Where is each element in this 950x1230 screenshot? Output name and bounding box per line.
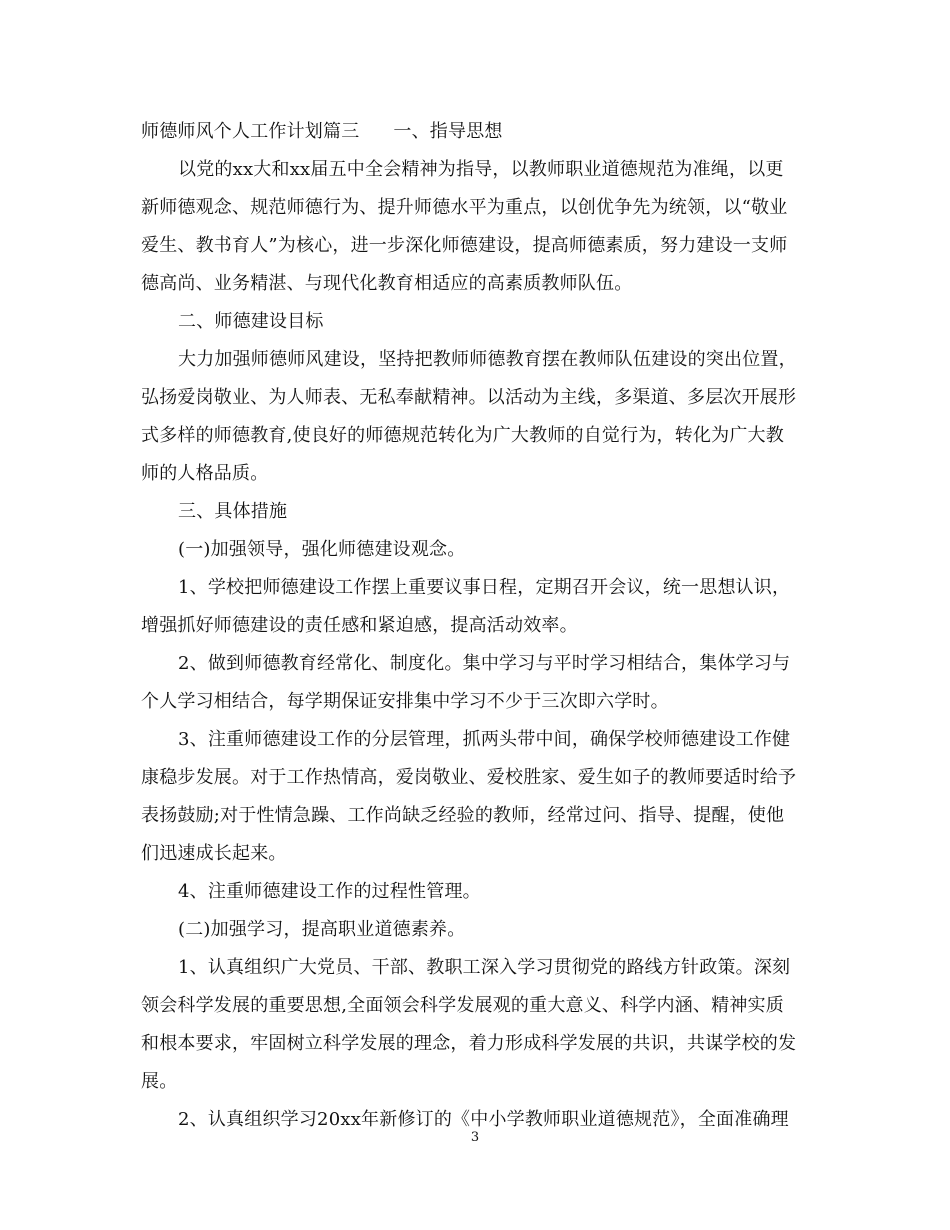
paragraph-line: 德高尚、业务精湛、与现代化教育相适应的高素质教师队伍。 (141, 273, 633, 294)
paragraph-line: 和根本要求，牢固树立科学发展的理念，着力形成科学发展的共识，共谋学校的发 (141, 1033, 797, 1054)
paragraph-line: 康稳步发展。对于工作热情高，爱岗敬业、爱校胜家、爱生如子的教师要适时给予 (141, 767, 797, 788)
paragraph-line: 展。 (141, 1071, 178, 1092)
section-heading-guiding-ideology: 一、指导思想 (393, 121, 503, 142)
section-heading-goals: 二、师德建设目标 (178, 311, 324, 332)
paragraph-line: 增强抓好师德建设的责任感和紧迫感，提高活动效率。 (141, 615, 578, 636)
paragraph-line: 3、注重师德建设工作的分层管理，抓两头带中间，确保学校师德建设工作健 (178, 729, 791, 750)
page-number: 3 (470, 1130, 480, 1145)
subsection-heading: (一)加强领导，强化师德建设观念。 (178, 539, 466, 560)
paragraph-line: 们迅速成长起来。 (141, 843, 287, 864)
paragraph-line: 2、做到师德教育经常化、制度化。集中学习与平时学习相结合，集体学习与 (178, 653, 791, 674)
paragraph-line: 以党的xx大和xx届五中全会精神为指导，以教师职业道德规范为准绳，以更 (178, 159, 784, 180)
paragraph-line: 爱生、教书育人”为核心，进一步深化师德建设，提高师德素质，努力建设一支师 (141, 235, 788, 256)
paragraph-line: 1、认真组织广大党员、干部、教职工深入学习贯彻党的路线方针政策。深刻 (178, 957, 791, 978)
paragraph-line: 2、认真组织学习20xx年新修订的《中小学教师职业道德规范》，全面准确理 (178, 1109, 789, 1130)
paragraph-line: 师的人格品质。 (141, 463, 269, 484)
section-heading-measures: 三、具体措施 (178, 501, 288, 522)
paragraph-line: 领会科学发展的重要思想,全面领会科学发展观的重大意义、科学内涵、精神实质 (141, 995, 784, 1016)
document-title: 师德师风个人工作计划篇三 (141, 121, 360, 142)
paragraph-line: 大力加强师德师风建设，坚持把教师师德教育摆在教师队伍建设的突出位置， (178, 349, 797, 370)
paragraph-line: 表扬鼓励;对于性情急躁、工作尚缺乏经验的教师，经常过问、指导、提醒，使他 (141, 805, 785, 826)
paragraph-line: 弘扬爱岗敬业、为人师表、无私奉献精神。以活动为主线，多渠道、多层次开展形 (141, 387, 797, 408)
paragraph-line: 1、学校把师德建设工作摆上重要议事日程，定期召开会议，统一思想认识， (178, 577, 791, 598)
paragraph-line: 式多样的师德教育,使良好的师德规范转化为广大教师的自觉行为，转化为广大教 (141, 425, 784, 446)
document-body (141, 115, 813, 1137)
paragraph-line: 4、注重师德建设工作的过程性管理。 (178, 881, 481, 902)
subsection-heading: (二)加强学习，提高职业道德素养。 (178, 919, 466, 940)
paragraph-line: 个人学习相结合，每学期保证安排集中学习不少于三次即六学时。 (141, 691, 669, 712)
paragraph-line: 新师德观念、规范师德行为、提升师德水平为重点，以创优争先为统领，以“敬业 (141, 197, 788, 218)
document-heading (141, 115, 813, 149)
